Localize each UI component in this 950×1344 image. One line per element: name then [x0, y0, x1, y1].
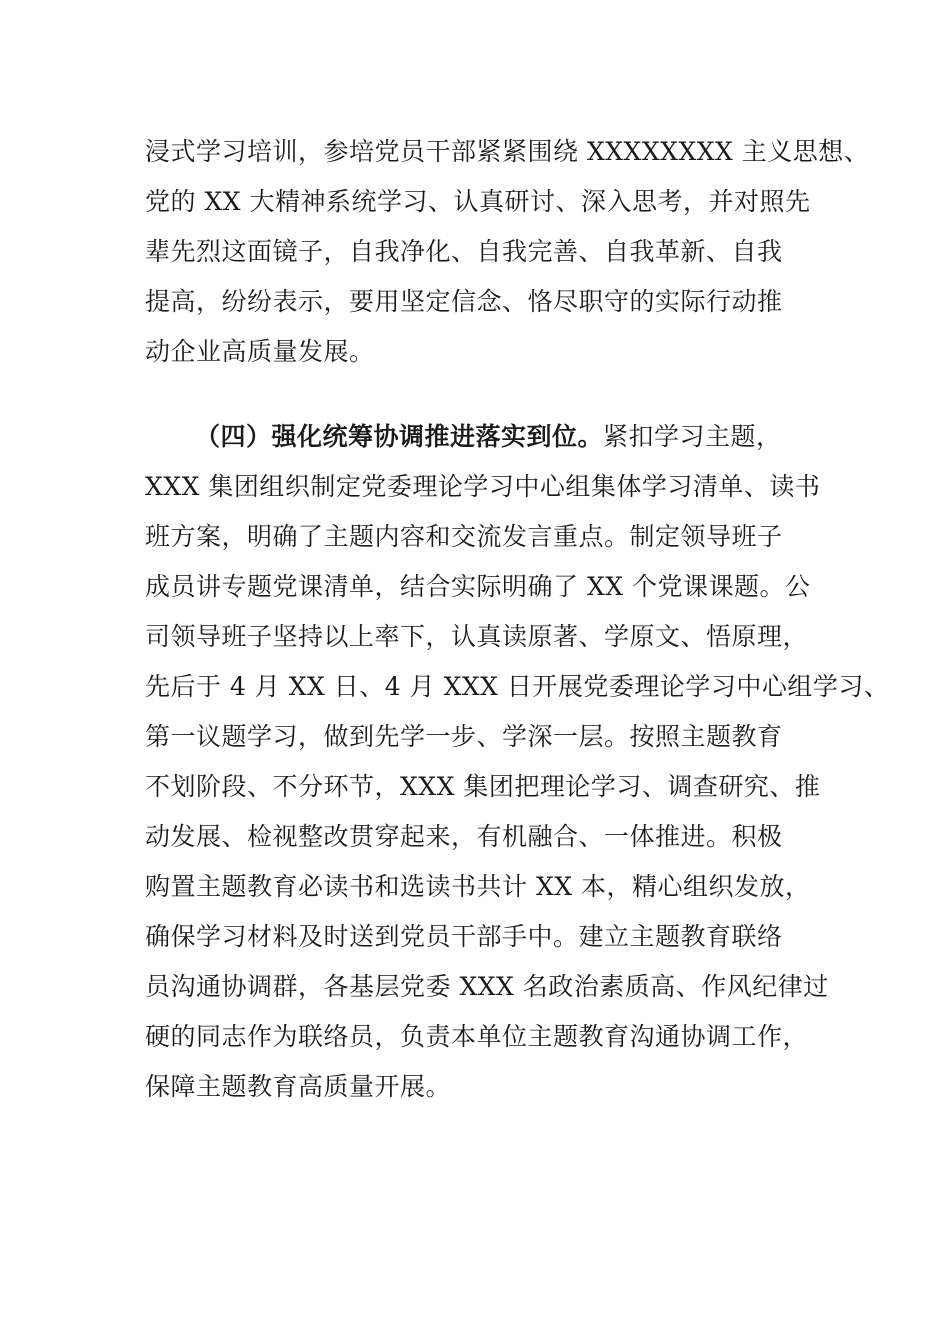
text-line: 党的 XX 大精神系统学习、认真研讨、深入思考，并对照先 — [145, 187, 811, 216]
text-line: 班方案，明确了主题内容和交流发言重点。制定领导班子 — [145, 522, 783, 551]
text-line: 成员讲专题党课清单，结合实际明确了 XX 个党课课题。公 — [145, 572, 811, 601]
text-line: 硬的同志作为联络员，负责本单位主题教育沟通协调工作， — [145, 1022, 809, 1051]
text-fragment: 紧扣学习主题， — [603, 422, 782, 451]
section-heading: （四）强化统筹协调推进落实到位。 — [195, 422, 604, 451]
text-line: 动企业高质量发展。 — [145, 337, 375, 366]
text-line: 确保学习材料及时送到党员干部手中。建立主题教育联络 — [145, 922, 783, 951]
text-line: 辈先烈这面镜子，自我净化、自我完善、自我革新、自我 — [145, 237, 783, 266]
text-line: 司领导班子坚持以上率下，认真读原著、学原文、悟原理， — [145, 622, 809, 651]
text-line: 第一议题学习，做到先学一步、学深一层。按照主题教育 — [145, 722, 783, 751]
text-line: 不划阶段、不分环节，XXX 集团把理论学习、调查研究、推 — [145, 772, 821, 801]
text-line: 提高，纷纷表示，要用坚定信念、恪尽职守的实际行动推 — [145, 287, 783, 316]
paragraph-first-line — [195, 422, 895, 452]
text-line: 保障主题教育高质量开展。 — [145, 1072, 452, 1101]
text-line: XXX 集团组织制定党委理论学习中心组集体学习清单、读书 — [145, 472, 821, 501]
text-line: 先后于 4 月 XX 日、4 月 XXX 日开展党委理论学习中心组学习、 — [145, 672, 890, 701]
text-line: 动发展、检视整改贯穿起来，有机融合、一体推进。积极 — [145, 822, 783, 851]
text-line: 员沟通协调群，各基层党委 XXX 名政治素质高、作风纪律过 — [145, 972, 829, 1001]
text-line: 浸式学习培训，参培党员干部紧紧围绕 XXXXXXXX 主义思想、 — [145, 137, 870, 166]
text-line: 购置主题教育必读书和选读书共计 XX 本，精心组织发放， — [145, 872, 811, 901]
